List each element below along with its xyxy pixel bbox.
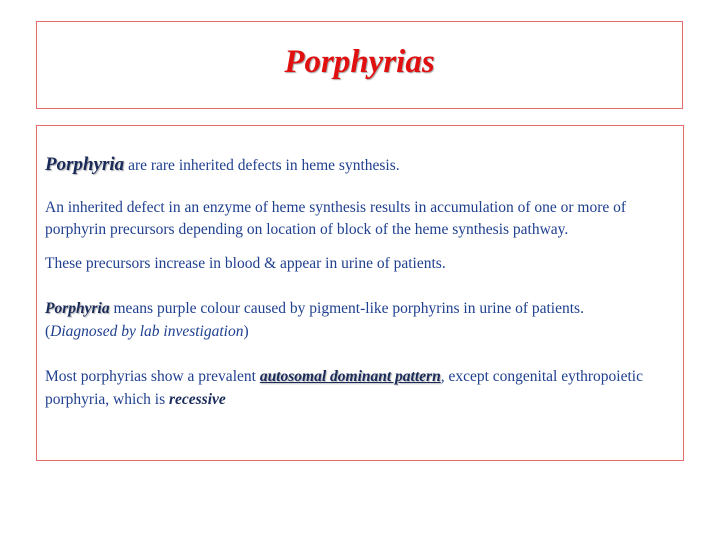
content-body — [45, 154, 645, 411]
slide-title: Porphyrias — [284, 43, 435, 80]
inheritance-text-2: , except congenital eythropoietic porphyria, which is — [45, 368, 643, 408]
paragraph-defect — [45, 197, 645, 242]
term-porphyria: Porphyria — [45, 154, 125, 175]
diagnosis-note: Diagnosed by lab investigation — [50, 322, 244, 340]
title-box — [36, 21, 683, 109]
paragraph-definition — [45, 154, 645, 178]
paragraph-inheritance — [45, 366, 645, 411]
paragraph-meaning — [45, 298, 645, 343]
inheritance-text: Most porphyrias show a prevalent — [45, 368, 260, 385]
defect-text: An inherited defect in an enzyme of heme synthesis results in accumulation of one or more of porphyrin precursors depending on location of block of the heme synthesis pathway. — [45, 198, 627, 238]
meaning-text-end: ) — [243, 322, 249, 340]
definition-text: are rare inherited defects in heme synthesis. — [124, 157, 400, 174]
content-box — [36, 125, 684, 461]
precursors-text: These precursors increase in blood & appear in urine of patients. — [45, 254, 446, 272]
autosomal-dominant-link[interactable]: autosomal dominant pattern — [259, 368, 441, 385]
recessive-text: recessive — [168, 390, 226, 408]
paragraph-precursors — [45, 253, 645, 276]
meaning-text: means purple colour caused by pigment-like porphyrins in urine of patients. ( — [45, 300, 584, 340]
term-porphyria-2: Porphyria — [45, 300, 110, 317]
